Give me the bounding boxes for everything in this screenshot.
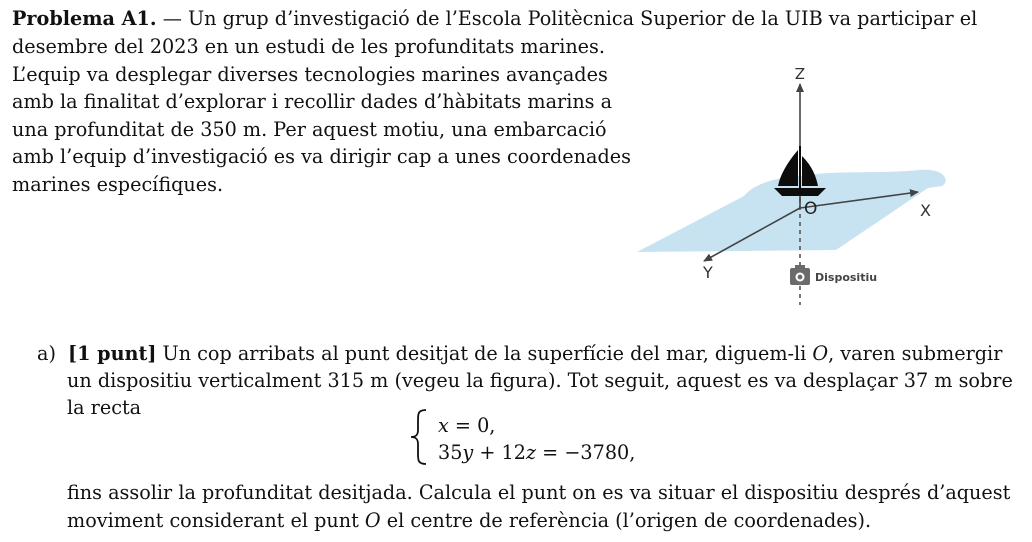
eq2-var-y: y [462, 441, 474, 464]
intro-line-7: marines específiques. [12, 173, 224, 196]
intro-line-6: amb l’equip d’investigació es va dirigir cap a unes coordenades [12, 145, 631, 168]
intro-line-3: L’equip va desplegar diverses tecnologies marines avançades [12, 63, 608, 86]
eq2-coef-y: 35 [438, 441, 463, 464]
x-axis-label: X [920, 201, 931, 220]
intro-line-5: una profunditat de 350 m. Per aquest motiu, una embarcació [12, 118, 607, 141]
question-a-text-5-start: moviment considerant el punt [67, 509, 365, 532]
problem-title: Problema A1. [12, 7, 157, 30]
y-axis-label: Y [703, 263, 713, 282]
question-a-line-2: un dispositiu verticalment 315 m (vegeu la figura). Tot seguit, aquest es va desplaçar 37 m sobre [67, 369, 1013, 392]
eq2-rest: = −3780, [536, 441, 636, 464]
problem-first-line [12, 7, 977, 31]
question-a-text-1: Un cop arribats al punt desitjat de la superfície del mar, diguem-li [156, 342, 813, 365]
point-o-var-2: O [364, 509, 381, 532]
equation-1 [438, 414, 495, 438]
device-label: Dispositiu [815, 271, 878, 284]
question-a-line-3: la recta [67, 396, 142, 419]
question-a-text-1-end: , varen submergir [828, 342, 1003, 365]
eq1-rest: = 0, [448, 414, 496, 437]
point-o-var: O [812, 342, 829, 365]
question-a-line-1 [37, 342, 1002, 366]
question-a-line-5 [67, 509, 871, 533]
intro-line-2: desembre del 2023 en un estudi de les profunditats marines. [12, 35, 605, 58]
eq1-var-x: x [438, 414, 449, 437]
eq2-mid: + 12 [473, 441, 526, 464]
z-axis-label: Z [794, 64, 805, 82]
equation-2 [438, 441, 635, 465]
question-points: [1 punt] [68, 342, 157, 365]
sailboat-icon [774, 146, 826, 196]
question-a-line-4: fins assolir la profunditat desitjada. Calcula el punt on es va situar el dispositiu després d’aquest [67, 481, 1011, 504]
device-icon [790, 265, 810, 285]
intro-line-4: amb la finalitat d’explorar i recollir dades d’hàbitats marins a [12, 90, 613, 113]
origin-label: O [804, 199, 818, 219]
question-a-text-5-end: el centre de referència (l’origen de coordenades). [380, 509, 872, 532]
system-brace [408, 408, 430, 466]
eq2-var-z: z [525, 441, 537, 464]
intro-line-1: Un grup d’investigació de l’Escola Politècnica Superior de la UIB va participar el [187, 7, 978, 30]
coordinate-figure [632, 56, 931, 316]
question-marker: a) [37, 342, 56, 365]
title-dash: — [156, 7, 188, 30]
